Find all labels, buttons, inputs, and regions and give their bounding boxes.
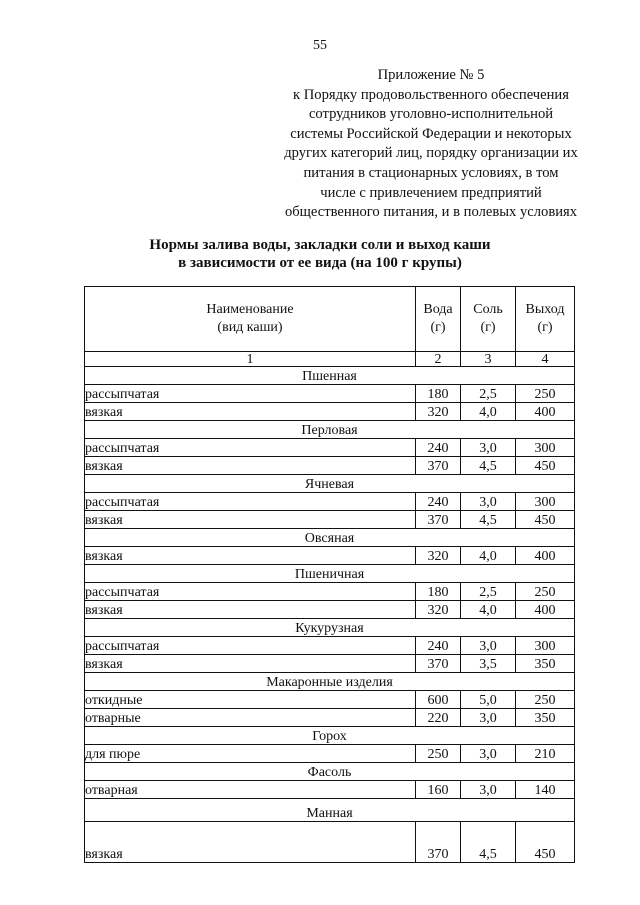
cell-water: 240 <box>416 493 461 511</box>
title-line: Нормы залива воды, закладки соли и выход каши <box>149 237 491 253</box>
table-row <box>85 403 575 421</box>
cell-yield: 400 <box>516 601 575 619</box>
cell-water: 370 <box>416 655 461 673</box>
page-number: 55 <box>313 38 327 53</box>
cell-water: 320 <box>416 403 461 421</box>
cell-name: вязкая <box>85 822 416 863</box>
cell-name: вязкая <box>85 511 416 529</box>
norms-table <box>84 286 575 863</box>
header-name-line: (вид каши) <box>217 320 283 335</box>
cell-yield: 300 <box>516 637 575 655</box>
appendix-line: других категорий лиц, порядку организации их <box>284 145 578 162</box>
category-row <box>85 475 575 493</box>
header-salt-line: Соль <box>473 302 503 317</box>
cell-water: 180 <box>416 385 461 403</box>
cell-yield: 450 <box>516 457 575 475</box>
cell-yield: 250 <box>516 691 575 709</box>
cell-salt: 3,0 <box>461 745 516 763</box>
cell-water: 220 <box>416 709 461 727</box>
header-yield <box>516 287 575 352</box>
category-label: Фасоль <box>85 763 575 781</box>
cell-salt: 4,5 <box>461 822 516 863</box>
cell-name: вязкая <box>85 655 416 673</box>
category-row <box>85 673 575 691</box>
table-row <box>85 745 575 763</box>
cell-salt: 4,5 <box>461 511 516 529</box>
cell-salt: 2,5 <box>461 385 516 403</box>
cell-salt: 3,0 <box>461 493 516 511</box>
cell-yield: 140 <box>516 781 575 799</box>
category-row <box>85 619 575 637</box>
cell-name: отварные <box>85 709 416 727</box>
cell-salt: 4,0 <box>461 403 516 421</box>
cell-yield: 350 <box>516 655 575 673</box>
cell-name: отварная <box>85 781 416 799</box>
table-row <box>85 385 575 403</box>
cell-yield: 400 <box>516 547 575 565</box>
cell-salt: 4,0 <box>461 547 516 565</box>
category-label: Овсяная <box>85 529 575 547</box>
cell-water: 600 <box>416 691 461 709</box>
category-label: Пшеничная <box>85 565 575 583</box>
category-label: Макаронные изделия <box>85 673 575 691</box>
cell-name: вязкая <box>85 547 416 565</box>
table-row <box>85 822 575 863</box>
column-number: 1 <box>85 352 416 367</box>
appendix-line: общественного питания, и в полевых условиях <box>284 204 578 221</box>
cell-salt: 3,5 <box>461 655 516 673</box>
category-row <box>85 799 575 822</box>
column-number: 3 <box>461 352 516 367</box>
cell-yield: 250 <box>516 385 575 403</box>
category-row <box>85 763 575 781</box>
category-row <box>85 367 575 385</box>
category-row <box>85 565 575 583</box>
cell-water: 250 <box>416 745 461 763</box>
column-number: 4 <box>516 352 575 367</box>
table-row <box>85 781 575 799</box>
table-row <box>85 601 575 619</box>
appendix-line: Приложение № 5 <box>377 67 485 83</box>
norms-table-body <box>85 287 575 863</box>
cell-water: 240 <box>416 637 461 655</box>
cell-name: откидные <box>85 691 416 709</box>
cell-yield: 450 <box>516 511 575 529</box>
category-row <box>85 727 575 745</box>
cell-name: вязкая <box>85 601 416 619</box>
cell-yield: 300 <box>516 493 575 511</box>
table-row <box>85 547 575 565</box>
appendix-line: числе с привлечением предприятий <box>320 184 542 201</box>
cell-water: 160 <box>416 781 461 799</box>
category-row <box>85 529 575 547</box>
cell-salt: 3,0 <box>461 709 516 727</box>
cell-water: 370 <box>416 457 461 475</box>
cell-water: 320 <box>416 601 461 619</box>
cell-salt: 2,5 <box>461 583 516 601</box>
table-row <box>85 637 575 655</box>
header-yield-line: Выход <box>525 302 565 317</box>
header-yield-line: (г) <box>537 320 553 335</box>
cell-salt: 3,0 <box>461 637 516 655</box>
cell-name: рассыпчатая <box>85 583 416 601</box>
cell-water: 370 <box>416 511 461 529</box>
header-water <box>416 287 461 352</box>
appendix-header <box>270 66 592 223</box>
cell-name: рассыпчатая <box>85 385 416 403</box>
header-water-line: Вода <box>423 302 453 317</box>
header-name <box>85 287 416 352</box>
category-label: Ячневая <box>85 475 575 493</box>
cell-name: рассыпчатая <box>85 493 416 511</box>
category-label: Манная <box>85 799 575 822</box>
category-label: Кукурузная <box>85 619 575 637</box>
table-row <box>85 493 575 511</box>
table-row <box>85 709 575 727</box>
cell-yield: 400 <box>516 403 575 421</box>
column-number: 2 <box>416 352 461 367</box>
category-label: Перловая <box>85 421 575 439</box>
table-row <box>85 511 575 529</box>
cell-water: 240 <box>416 439 461 457</box>
cell-yield: 250 <box>516 583 575 601</box>
table-row <box>85 439 575 457</box>
cell-salt: 4,5 <box>461 457 516 475</box>
cell-salt: 4,0 <box>461 601 516 619</box>
cell-yield: 350 <box>516 709 575 727</box>
table-row <box>85 457 575 475</box>
cell-name: рассыпчатая <box>85 439 416 457</box>
header-salt <box>461 287 516 352</box>
appendix-line: сотрудников уголовно-исполнительной <box>308 106 554 123</box>
cell-salt: 5,0 <box>461 691 516 709</box>
table-row <box>85 691 575 709</box>
cell-name: для пюре <box>85 745 416 763</box>
cell-water: 370 <box>416 822 461 863</box>
document-title <box>0 236 640 272</box>
category-label: Горох <box>85 727 575 745</box>
title-line: в зависимости от ее вида (на 100 г крупы) <box>178 255 462 271</box>
table-row <box>85 583 575 601</box>
header-water-line: (г) <box>430 320 446 335</box>
header-name-line: Наименование <box>206 302 294 317</box>
cell-name: вязкая <box>85 457 416 475</box>
category-row <box>85 421 575 439</box>
header-salt-line: (г) <box>480 320 496 335</box>
appendix-line: к Порядку продовольственного обеспечения <box>293 86 569 103</box>
cell-water: 320 <box>416 547 461 565</box>
appendix-line: питания в стационарных условиях, в том <box>303 164 559 181</box>
column-number-row <box>85 352 575 367</box>
cell-name: рассыпчатая <box>85 637 416 655</box>
category-label: Пшенная <box>85 367 575 385</box>
cell-yield: 450 <box>516 822 575 863</box>
cell-salt: 3,0 <box>461 781 516 799</box>
cell-yield: 210 <box>516 745 575 763</box>
table-header-row <box>85 287 575 352</box>
cell-name: вязкая <box>85 403 416 421</box>
table-row <box>85 655 575 673</box>
cell-yield: 300 <box>516 439 575 457</box>
appendix-line: системы Российской Федерации и некоторых <box>290 125 572 142</box>
cell-salt: 3,0 <box>461 439 516 457</box>
cell-water: 180 <box>416 583 461 601</box>
